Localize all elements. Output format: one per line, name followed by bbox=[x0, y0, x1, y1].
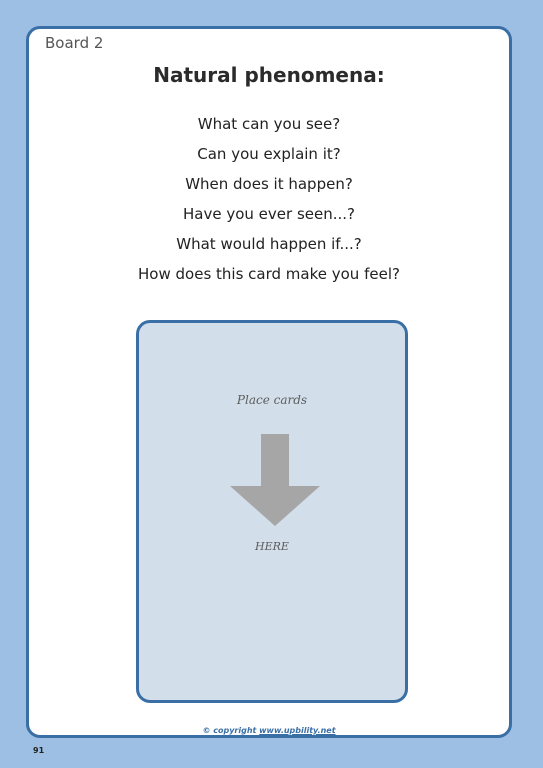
place-cards-label: Place cards bbox=[236, 393, 308, 407]
page-number: 91 bbox=[33, 746, 45, 755]
copyright-prefix: © copyright bbox=[202, 726, 260, 735]
copyright-link[interactable]: www.upbility.net bbox=[259, 726, 336, 735]
question-item: Can you explain it? bbox=[197, 145, 341, 163]
card-drop-zone[interactable] bbox=[136, 320, 408, 703]
question-item: How does this card make you feel? bbox=[138, 265, 400, 283]
board-label: Board 2 bbox=[45, 34, 104, 52]
copyright-notice bbox=[29, 726, 509, 735]
question-item: What can you see? bbox=[197, 115, 341, 133]
question-item: Have you ever seen...? bbox=[183, 205, 355, 223]
arrow-down-icon bbox=[230, 434, 320, 526]
question-item: When does it happen? bbox=[185, 175, 353, 193]
here-label: HERE bbox=[255, 540, 289, 553]
question-item: What would happen if...? bbox=[176, 235, 362, 253]
page-title: Natural phenomena: bbox=[153, 63, 385, 87]
question-list bbox=[29, 109, 509, 289]
board-card bbox=[26, 26, 512, 738]
